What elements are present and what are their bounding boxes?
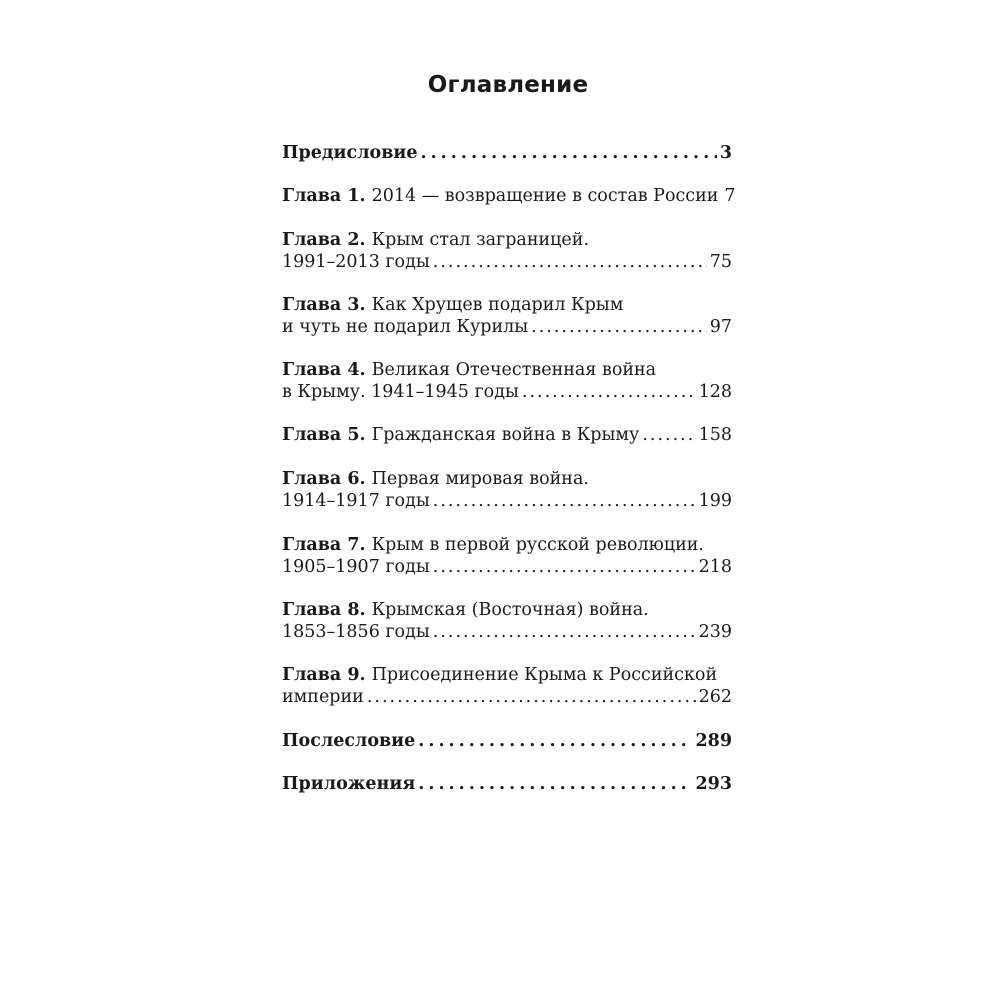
toc-page-number: 128	[698, 382, 732, 402]
toc-entry-title: Приложения	[282, 774, 416, 794]
toc-page-number: 97	[709, 317, 732, 337]
toc-chapter-label: Глава 5.	[282, 425, 366, 445]
toc-entry-title-line-2: и чуть не подарил Курилы	[282, 317, 529, 337]
toc-chapter-label: Глава 1.	[282, 186, 366, 206]
toc-leader-dots	[433, 490, 696, 512]
toc-page-number: 199	[698, 491, 732, 511]
toc-leader-dots	[522, 381, 696, 403]
toc-page-number: 218	[698, 557, 732, 577]
toc-chapter-label: Глава 7.	[282, 535, 366, 555]
toc-entry-title-line-2: в Крыму. 1941–1945 годы	[282, 382, 519, 402]
toc-entry-appendices[interactable]	[282, 773, 732, 795]
toc-entry-title-line-1: Великая Отечественная война	[371, 360, 657, 380]
toc-leader-dots	[418, 730, 692, 752]
toc-entry-preface[interactable]	[282, 142, 732, 164]
toc-leader-dots	[642, 424, 695, 446]
toc-page-number: 293	[695, 774, 732, 794]
toc-entry-chapter-9[interactable]	[282, 664, 732, 708]
toc-chapter-label: Глава 9.	[282, 665, 366, 685]
toc-page-number: 289	[695, 731, 732, 751]
toc-page-number: 158	[698, 425, 732, 445]
toc-entry-chapter-4[interactable]	[282, 359, 732, 403]
toc-entry-chapter-3[interactable]	[282, 294, 732, 338]
toc-chapter-label: Глава 3.	[282, 295, 366, 315]
toc-page-number: 239	[698, 622, 732, 642]
toc-entry-chapter-8[interactable]	[282, 599, 732, 643]
toc-entry-title: Гражданская война в Крыму	[371, 425, 640, 445]
toc-leader-dots	[433, 621, 696, 643]
toc-leader-dots	[420, 142, 716, 164]
toc-leader-dots	[433, 251, 707, 273]
toc-entry-chapter-2[interactable]	[282, 229, 732, 273]
toc-page-number: 262	[698, 687, 732, 707]
toc-entry-title-line-1: Присоединение Крыма к Российской	[371, 665, 718, 685]
toc-chapter-label: Глава 6.	[282, 469, 366, 489]
toc-entry-title-line-2: империи	[282, 687, 364, 707]
toc-leader-dots	[433, 556, 696, 578]
toc-entry-title: 2014 — возвращение в состав России	[371, 186, 719, 206]
toc-entry-title-line-1: Крымская (Восточная) война.	[371, 600, 649, 620]
toc-entry-title-line-1: Крым стал заграницей.	[371, 230, 590, 250]
toc-entry-chapter-6[interactable]	[282, 468, 732, 512]
toc-entry-afterword[interactable]	[282, 730, 732, 752]
toc-page-number: 7	[724, 186, 736, 206]
toc-chapter-label: Глава 4.	[282, 360, 366, 380]
toc-entry-title-line-2: 1914–1917 годы	[282, 491, 430, 511]
toc-entry-chapter-7[interactable]	[282, 534, 732, 578]
toc-entry-title-line-2: 1853–1856 годы	[282, 622, 430, 642]
toc-entry-title-line-2: 1991–2013 годы	[282, 252, 430, 272]
toc-chapter-label: Глава 2.	[282, 230, 366, 250]
page-title: Оглавление	[427, 72, 589, 98]
toc-leader-dots	[367, 686, 696, 708]
toc-leader-dots	[531, 316, 707, 338]
toc-entry-title-line-1: Первая мировая война.	[371, 469, 589, 489]
toc-leader-dots	[418, 773, 692, 795]
toc-entry-title: Предисловие	[282, 143, 418, 163]
toc-entry-chapter-1[interactable]	[282, 185, 736, 207]
toc-page-number: 3	[719, 143, 732, 163]
toc-entry-title: Послесловие	[282, 731, 416, 751]
toc-page-number: 75	[709, 252, 732, 272]
toc-entry-title-line-2: 1905–1907 годы	[282, 557, 430, 577]
toc-entry-title-line-1: Как Хрущев подарил Крым	[371, 295, 624, 315]
toc-chapter-label: Глава 8.	[282, 600, 366, 620]
toc-entry-title-line-1: Крым в первой русской революции.	[371, 535, 704, 555]
toc-entry-chapter-5[interactable]	[282, 424, 732, 446]
